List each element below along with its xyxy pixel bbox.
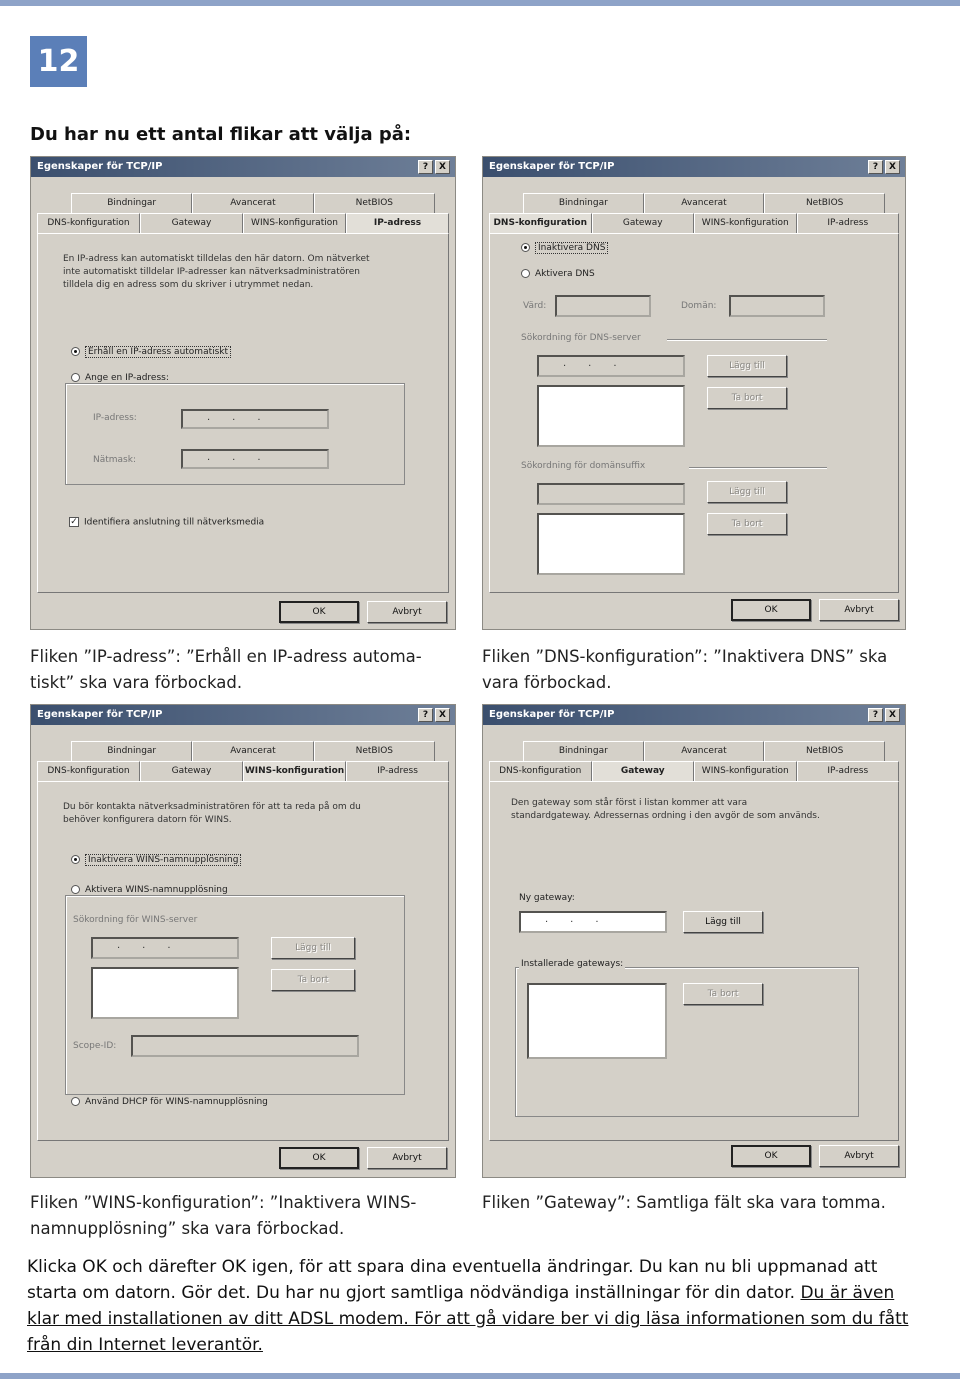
dns-server-field[interactable]: ... [537, 355, 685, 377]
caption-gateway: Fliken ”Gateway”: Samtliga fält ska vara tomma. [482, 1193, 886, 1212]
domain-suffix-list[interactable] [537, 513, 685, 575]
radio-dot-icon [71, 855, 80, 864]
body-text [27, 1254, 927, 1358]
add-wins-button[interactable]: Lägg till [271, 937, 355, 959]
completion-text: Du är även klar med installationen av ditt ADSL modem. För att gå vidare ber vi dig läsa informationen som du fått från din Internet leverantör. [27, 1283, 909, 1355]
close-title-button[interactable]: X [885, 160, 900, 174]
bottom-rule [0, 1373, 960, 1379]
cancel-button[interactable]: Avbryt [819, 599, 899, 621]
ok-button[interactable]: OK [279, 601, 359, 623]
dns-server-list[interactable] [537, 385, 685, 447]
radio-wins-enable[interactable]: Aktivera WINS-namnupplösning [71, 885, 228, 895]
dialog-title: Egenskaper för TCP/IP [31, 157, 455, 177]
tab-wins[interactable]: WINS-konfiguration [243, 213, 346, 233]
tab-bindningar[interactable]: Bindningar [523, 193, 644, 213]
domain-suffix-field[interactable] [537, 483, 685, 505]
top-rule [0, 0, 960, 6]
tab-ip-address[interactable]: IP-adress [346, 213, 449, 233]
caption-dns: Fliken ”DNS-konfiguration”: ”Inaktivera DNS” ska vara förbockad. [482, 647, 888, 692]
domain-label: Domän: [681, 301, 717, 311]
radio-dns-enable[interactable]: Aktivera DNS [521, 269, 595, 279]
host-label: Värd: [523, 301, 547, 311]
dialog-wins [30, 704, 456, 1178]
wins-description: Du bör kontakta nätverksadministratören för att ta reda på om du behöver konfigurera datorn för WINS. [63, 802, 361, 825]
domain-field[interactable] [729, 295, 825, 317]
instructions-text: Klicka OK och därefter OK igen, för att spara dina eventuella ändringar. Du kan nu bli uppmanad att starta om datorn. Gör det. Du har nu gjort samtliga nödvändiga inställningar för din dator. [27, 1257, 878, 1303]
tab-gateway[interactable]: Gateway [592, 761, 695, 781]
cancel-button[interactable]: Avbryt [367, 601, 447, 623]
radio-wins-disable[interactable]: Inaktivera WINS-namnupplösning [71, 855, 241, 865]
tab-wins[interactable]: WINS-konfiguration [243, 761, 346, 781]
tab-dns[interactable]: DNS-konfiguration [489, 213, 592, 233]
installed-gateways-label: Installerade gateways: [521, 959, 624, 969]
tab-wins[interactable]: WINS-konfiguration [694, 213, 797, 233]
tab-dns[interactable]: DNS-konfiguration [37, 213, 140, 233]
subnet-mask-field[interactable]: ... [181, 449, 329, 469]
scope-id-field[interactable] [131, 1035, 359, 1057]
ok-button[interactable]: OK [731, 1145, 811, 1167]
tab-netbios[interactable]: NetBIOS [314, 193, 435, 213]
ip-address-label: IP-adress: [93, 413, 137, 423]
installed-gateways-list[interactable] [527, 983, 667, 1059]
checkmark-icon: ✓ [70, 517, 78, 527]
tab-netbios[interactable]: NetBIOS [314, 741, 435, 761]
tab-avancerat[interactable]: Avancerat [192, 741, 313, 761]
close-title-button[interactable]: X [435, 160, 450, 174]
radio-dns-disable[interactable]: Inaktivera DNS [521, 243, 608, 253]
wins-server-field[interactable]: ... [91, 937, 239, 959]
add-suffix-button[interactable]: Lägg till [707, 481, 787, 503]
radio-ip-manual[interactable]: Ange en IP-adress: [71, 373, 169, 383]
help-title-button[interactable]: ? [868, 160, 883, 174]
tab-dns[interactable]: DNS-konfiguration [37, 761, 140, 781]
radio-wins-dhcp[interactable]: Använd DHCP för WINS-namnupplösning [71, 1097, 268, 1107]
tab-ip-address[interactable]: IP-adress [797, 213, 900, 233]
checkbox-detect-media[interactable]: ✓ Identifiera anslutning till nätverksmedia [70, 517, 265, 528]
add-gateway-button[interactable]: Lägg till [683, 911, 763, 933]
tabs-row-bottom [37, 213, 449, 233]
host-field[interactable] [555, 295, 651, 317]
tab-gateway[interactable]: Gateway [592, 213, 695, 233]
tab-netbios[interactable]: NetBIOS [764, 741, 885, 761]
tab-wins[interactable]: WINS-konfiguration [694, 761, 797, 781]
scope-id-label: Scope-ID: [73, 1041, 117, 1051]
tab-avancerat[interactable]: Avancerat [192, 193, 313, 213]
tab-avancerat[interactable]: Avancerat [644, 193, 765, 213]
tabs-row-top [71, 193, 435, 213]
tabs-row-bottom [489, 213, 899, 233]
radio-dot-icon [71, 347, 80, 356]
new-gateway-field[interactable]: ... [519, 911, 667, 933]
tab-avancerat[interactable]: Avancerat [644, 741, 765, 761]
remove-gateway-button[interactable]: Ta bort [683, 983, 763, 1005]
tab-dns[interactable]: DNS-konfiguration [489, 761, 592, 781]
dns-search-order-label: Sökordning för DNS-server [521, 333, 641, 343]
divider [667, 339, 827, 341]
radio-dot-icon [521, 243, 530, 252]
dialog-ip-address [30, 156, 456, 630]
tabs-row-top [523, 193, 885, 213]
domain-suffix-label: Sökordning för domänsuffix [521, 461, 646, 471]
ip-description: En IP-adress kan automatiskt tilldelas den här datorn. Om nätverket inte automatiskt tilldelar IP-adresser kan nätverksadministratören tilldela dig en adress som du skriver i utrymmet nedan. [63, 254, 370, 290]
subnet-mask-label: Nätmask: [93, 455, 136, 465]
cancel-button[interactable]: Avbryt [367, 1147, 447, 1169]
cancel-button[interactable]: Avbryt [819, 1145, 899, 1167]
page-number: 12 [30, 36, 87, 87]
radio-ip-auto[interactable]: Erhåll en IP-adress automatiskt [71, 347, 231, 357]
gateway-description: Den gateway som står först i listan kommer att vara standardgateway. Adressernas ordning i den avgör de som används. [511, 798, 820, 821]
tab-ip-address[interactable]: IP-adress [346, 761, 449, 781]
dialog-dns [482, 156, 906, 630]
dialog-title: Egenskaper för TCP/IP [31, 705, 455, 725]
radio-dot-icon [71, 885, 80, 894]
caption-wins: Fliken ”WINS-konfiguration”: ”Inaktivera WINS-namnupplösning” ska vara förbockad. [30, 1193, 417, 1238]
divider [689, 467, 827, 469]
tab-bindningar[interactable]: Bindningar [71, 741, 192, 761]
close-title-button[interactable]: X [435, 708, 450, 722]
new-gateway-label: Ny gateway: [519, 893, 575, 903]
ip-address-field[interactable]: ... [181, 409, 329, 429]
ip-groupbox [65, 383, 405, 485]
remove-wins-button[interactable]: Ta bort [271, 969, 355, 991]
tabs-row-top [523, 741, 885, 761]
dialog-title: Egenskaper för TCP/IP [483, 157, 905, 177]
tabs-row-bottom [489, 761, 899, 781]
radio-dot-icon [521, 269, 530, 278]
add-dns-button[interactable]: Lägg till [707, 355, 787, 377]
remove-suffix-button[interactable]: Ta bort [707, 513, 787, 535]
tabs-row-top [71, 741, 435, 761]
tab-bindningar[interactable]: Bindningar [523, 741, 644, 761]
caption-ip: Fliken ”IP-adress”: ”Erhåll en IP-adress automa-tiskt” ska vara förbockad. [30, 647, 422, 692]
tab-ip-address[interactable]: IP-adress [797, 761, 900, 781]
tab-netbios[interactable]: NetBIOS [764, 193, 885, 213]
page-heading: Du har nu ett antal flikar att välja på: [30, 124, 412, 145]
ok-button[interactable]: OK [279, 1147, 359, 1169]
wins-search-order-label: Sökordning för WINS-server [73, 915, 198, 925]
close-title-button[interactable]: X [885, 708, 900, 722]
tab-gateway[interactable]: Gateway [140, 213, 243, 233]
tabs-row-bottom [37, 761, 449, 781]
ok-button[interactable]: OK [731, 599, 811, 621]
radio-dot-icon [71, 373, 80, 382]
help-title-button[interactable]: ? [868, 708, 883, 722]
radio-dot-icon [71, 1097, 80, 1106]
dialog-title: Egenskaper för TCP/IP [483, 705, 905, 725]
remove-dns-button[interactable]: Ta bort [707, 387, 787, 409]
tab-gateway[interactable]: Gateway [140, 761, 243, 781]
help-title-button[interactable]: ? [418, 160, 433, 174]
help-title-button[interactable]: ? [418, 708, 433, 722]
dialog-gateway [482, 704, 906, 1178]
wins-server-list[interactable] [91, 967, 239, 1019]
tab-bindningar[interactable]: Bindningar [71, 193, 192, 213]
